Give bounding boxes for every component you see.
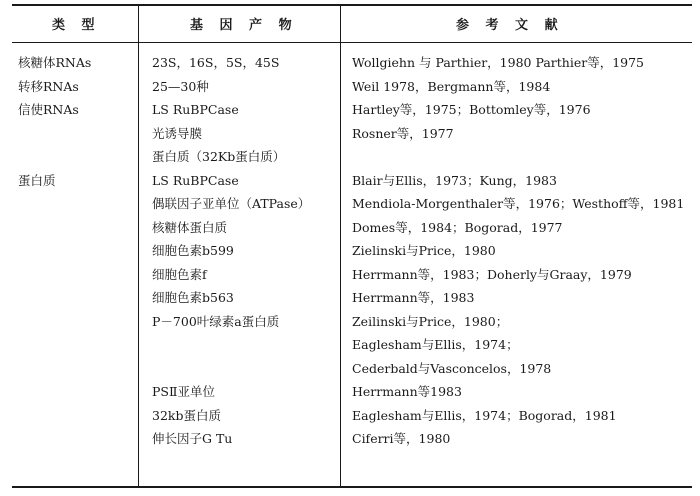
gene-product-cell: LS RuBPCase bbox=[152, 173, 239, 188]
type-cell: 核糖体RNAs bbox=[18, 55, 92, 70]
table-top-rule bbox=[12, 4, 692, 6]
reference-cell: Cederbald与Vasconcelos，1978 bbox=[352, 361, 552, 376]
reference-cell: Rosner等，1977 bbox=[352, 126, 454, 141]
reference-cell: Zielinski与Price，1980 bbox=[352, 243, 496, 258]
reference-cell: Herrmann等，1983；Doherly与Graay，1979 bbox=[352, 267, 632, 282]
gene-product-cell: 蛋白质（32Kb蛋白质） bbox=[152, 149, 286, 164]
gene-product-cell: 核糖体蛋白质 bbox=[152, 220, 228, 235]
header-gene-product: 基 因 产 物 bbox=[190, 18, 298, 33]
gene-product-cell: 23S，16S，5S，45S bbox=[152, 55, 280, 70]
gene-product-cell: 细胞色素b599 bbox=[152, 243, 234, 258]
gene-product-cell: 32kb蛋白质 bbox=[152, 408, 221, 423]
gene-product-cell: 伸长因子G Tu bbox=[152, 431, 233, 446]
type-cell: 蛋白质 bbox=[18, 173, 56, 188]
reference-cell: Ciferri等，1980 bbox=[352, 431, 451, 446]
gene-product-cell: PSⅡ亚单位 bbox=[152, 384, 215, 399]
reference-cell: Blair与Ellis，1973；Kung，1983 bbox=[352, 173, 557, 188]
header-type: 类 型 bbox=[52, 18, 101, 33]
reference-cell: Weil 1978，Bergmann等，1984 bbox=[352, 79, 551, 94]
reference-cell: Eaglesham与Ellis，1974；Bogorad，1981 bbox=[352, 408, 617, 423]
reference-cell: Hartley等，1975；Bottomley等，1976 bbox=[352, 102, 591, 117]
reference-cell: Herrmann等，1983 bbox=[352, 290, 475, 305]
table-bottom-rule bbox=[12, 486, 692, 488]
header-reference: 参 考 文 献 bbox=[456, 18, 564, 33]
header-bottom-rule bbox=[12, 42, 692, 43]
reference-cell: Eaglesham与Ellis，1974； bbox=[352, 337, 519, 352]
type-cell: 转移RNAs bbox=[18, 79, 79, 94]
gene-product-cell: LS RuBPCase bbox=[152, 102, 239, 117]
reference-cell: Zeilinski与Price，1980； bbox=[352, 314, 509, 329]
gene-product-cell: 光诱导膜 bbox=[152, 126, 203, 141]
type-cell: 信使RNAs bbox=[18, 102, 79, 117]
gene-product-cell: 偶联因子亚单位（ATPase） bbox=[152, 196, 311, 211]
column-divider-2 bbox=[340, 4, 341, 488]
gene-product-cell: P－700叶绿素a蛋白质 bbox=[152, 314, 280, 329]
reference-cell: Domes等，1984；Bogorad，1977 bbox=[352, 220, 563, 235]
gene-product-cell: 25—30种 bbox=[152, 79, 209, 94]
reference-cell: Herrmann等1983 bbox=[352, 384, 462, 399]
reference-cell: Mendiola-Morgenthaler等，1976；Westhoff等，1981 bbox=[352, 196, 685, 211]
reference-cell: Wollgiehn 与 Parthier，1980 Parthier等，1975 bbox=[352, 55, 645, 70]
gene-product-cell: 细胞色素b563 bbox=[152, 290, 234, 305]
column-divider-1 bbox=[138, 4, 139, 488]
gene-product-table bbox=[12, 4, 692, 488]
gene-product-cell: 细胞色素f bbox=[152, 267, 207, 282]
